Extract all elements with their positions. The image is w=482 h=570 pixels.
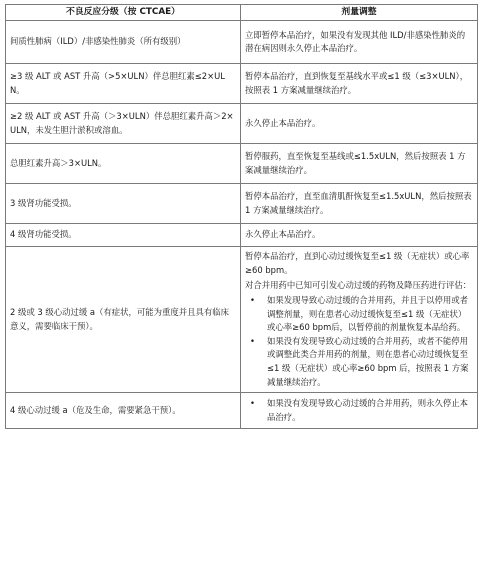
bullet-icon: • [250, 398, 255, 409]
list-item-text: 如果没有发现导致心动过缓的合并用药，则永久停止本品治疗。 [267, 398, 468, 422]
table-row [6, 104, 478, 144]
header-grade: 不良反应分级（按 CTCAE） [6, 5, 241, 21]
grade-cell: 2 级或 3 级心动过缓 a（有症状，可能为重度并且具有临床意义，需要临床干预）。 [6, 247, 241, 393]
adjustment-cell: 暂停本品治疗，直到恢复至基线水平或≤1 级（≤3×ULN），按照表 1 方案减量继续治疗。 [241, 64, 478, 104]
table-row [6, 224, 478, 247]
grade-cell: 3 级肾功能受损。 [6, 184, 241, 224]
adjustment-paragraph: 对合并用药中已知可引发心动过缓的药物及降压药进行评估： [245, 280, 472, 291]
grade-cell: 总胆红素升高＞3×ULN。 [6, 144, 241, 184]
table-row [6, 393, 478, 428]
bullet-list [245, 397, 473, 424]
grade-cell: 4 级肾功能受损。 [6, 224, 241, 247]
dose-adjustment-table [5, 4, 478, 429]
list-item [245, 335, 473, 389]
bullet-list [245, 294, 473, 389]
list-item-text: 如果发现导致心动过缓的合并用药，并且于以停用或者调整剂量，则在患者心动过缓恢复至≤1 级（无症状）或心率≥60 bpm后，以暂停前的剂量恢复本品给药。 [267, 295, 468, 333]
adjustment-cell: 暂停本品治疗，直至血清肌酐恢复至≤1.5xULN，然后按照表 1 方案减量继续治疗。 [241, 184, 478, 224]
table-row [6, 21, 478, 64]
grade-cell: 4 级心动过缓 a（危及生命，需要紧急干预）。 [6, 393, 241, 428]
adjustment-cell: 立即暂停本品治疗，如果没有发现其他 ILD/非感染性肺炎的潜在病因则永久停止本品治疗。 [241, 21, 478, 64]
table-row [6, 64, 478, 104]
list-item [245, 294, 473, 335]
bullet-icon: • [250, 295, 255, 306]
adjustment-paragraph: 暂停本品治疗，直到心动过缓恢复至≤1 级（无症状）或心率≥60 bpm。 [245, 251, 470, 275]
adjustment-cell: 暂停服药，直至恢复至基线或≤1.5xULN，然后按照表 1 方案减量继续治疗。 [241, 144, 478, 184]
list-item-text: 如果没有发现导致心动过缓的合并用药，或者不能停用或调整此类合并用药的剂量，则在患者心动过缓恢复至≤1 级（无症状）或心率≥60 bpm 后，按照表 1 方案减量继续治疗。 [267, 335, 469, 387]
adjustment-cell: 永久停止本品治疗。 [241, 224, 478, 247]
grade-cell: 间质性肺病（ILD）/非感染性肺炎（所有级别） [6, 21, 241, 64]
table-header-row [6, 5, 478, 21]
bullet-icon: • [250, 335, 255, 346]
adjustment-cell: 永久停止本品治疗。 [241, 104, 478, 144]
table-row [6, 247, 478, 393]
grade-cell: ≥3 级 ALT 或 AST 升高（>5×ULN）伴总胆红素≤2×ULN。 [6, 64, 241, 104]
header-adjustment: 剂量调整 [241, 5, 478, 21]
grade-cell: ≥2 级 ALT 或 AST 升高（＞3×ULN）伴总胆红素升高＞2×ULN，未发生胆汁淤积或溶血。 [6, 104, 241, 144]
adjustment-cell [241, 247, 478, 393]
adjustment-cell [241, 393, 478, 428]
table-row [6, 184, 478, 224]
list-item [245, 397, 473, 424]
table-row [6, 144, 478, 184]
